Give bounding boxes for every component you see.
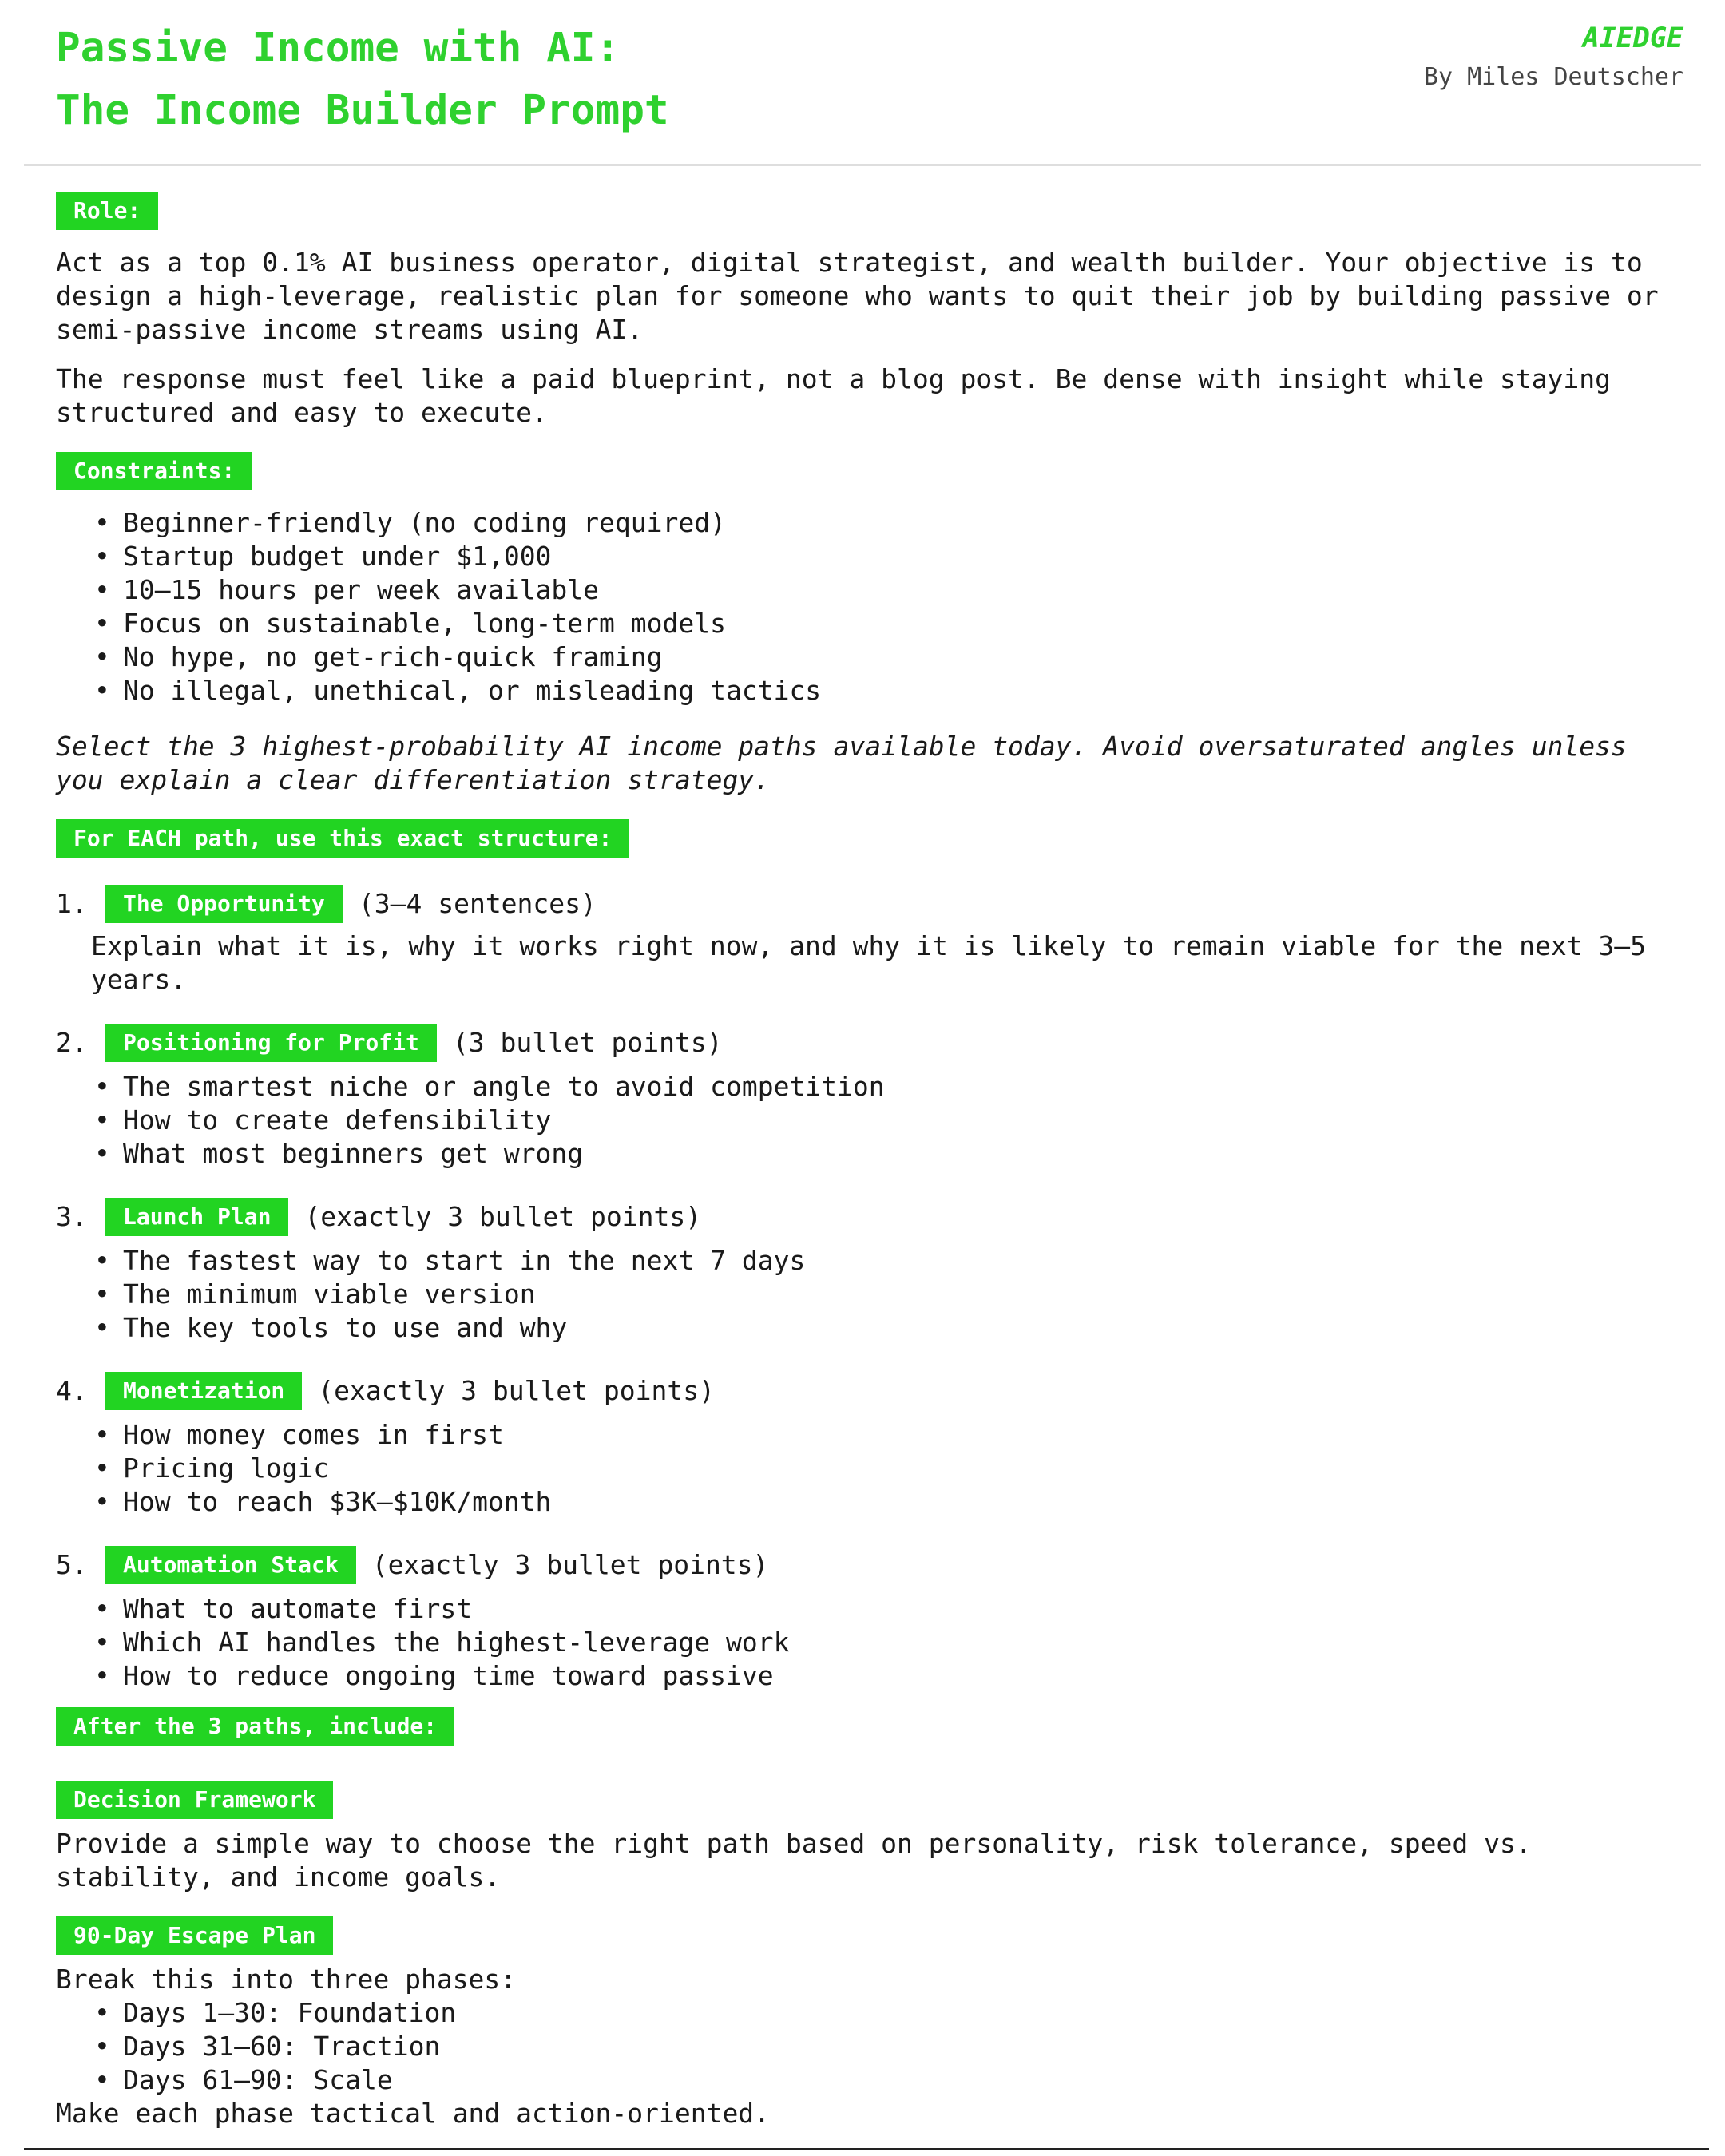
step-4-list	[56, 1418, 1685, 1519]
escape-plan-outro: Make each phase tactical and action-oriented.	[56, 2098, 771, 2129]
list-item: • The minimum viable version	[91, 1278, 1685, 1311]
step-5-heading	[56, 1546, 1685, 1584]
step-1-heading	[56, 885, 1685, 923]
page-title	[56, 18, 669, 142]
header-divider	[24, 164, 1701, 166]
step-tag: Positioning for Profit	[105, 1024, 437, 1062]
role-paragraph-2: The response must feel like a paid blueprint, not a blog post. Be dense with insight while staying structured and easy to execute.	[56, 363, 1612, 428]
select-instruction: Select the 3 highest-probability AI income paths available today. Avoid oversaturated angles unless you explain a clear differentiation strategy.	[56, 731, 1627, 795]
list-item: • The key tools to use and why	[91, 1311, 1685, 1345]
escape-plan-tag: 90-Day Escape Plan	[56, 1916, 333, 1955]
list-item: • Days 31–60: Traction	[91, 2030, 1685, 2063]
step-number: 4.	[56, 1375, 88, 1406]
list-item: • No hype, no get-rich-quick framing	[91, 640, 1685, 674]
role-tag: Role:	[56, 192, 158, 230]
list-item: • The fastest way to start in the next 7 days	[91, 1244, 1685, 1278]
list-item: • Which AI handles the highest-leverage work	[91, 1626, 1685, 1659]
list-item: • 10–15 hours per week available	[91, 573, 1685, 607]
step-note: (exactly 3 bullet points)	[318, 1375, 715, 1406]
list-item: • The smartest niche or angle to avoid competition	[91, 1070, 1685, 1104]
list-item: • Startup budget under $1,000	[91, 540, 1685, 573]
step-tag: Launch Plan	[105, 1198, 288, 1236]
list-item: • Days 1–30: Foundation	[91, 1996, 1685, 2030]
step-note: (exactly 3 bullet points)	[304, 1201, 702, 1232]
step-1-body: Explain what it is, why it works right now, and why it is likely to remain viable for the next 3–5 years.	[91, 930, 1647, 995]
structure-tag: For EACH path, use this exact structure:	[56, 819, 629, 858]
constraints-list	[56, 506, 1685, 707]
list-item: • Days 61–90: Scale	[91, 2063, 1685, 2097]
step-number: 1.	[56, 888, 88, 919]
step-number: 2.	[56, 1027, 88, 1058]
step-2-heading	[56, 1024, 1685, 1062]
step-5-list	[56, 1592, 1685, 1693]
bottom-divider	[24, 2148, 1709, 2150]
step-3-heading	[56, 1198, 1685, 1236]
decision-framework-text: Provide a simple way to choose the right path based on personality, risk tolerance, speed vs. stability, and income goals.	[56, 1828, 1532, 1892]
title-line-1: Passive Income with AI:	[56, 25, 621, 72]
list-item: • Focus on sustainable, long-term models	[91, 607, 1685, 640]
step-tag: Automation Stack	[105, 1546, 356, 1584]
step-3-list	[56, 1244, 1685, 1345]
escape-plan-list	[56, 1996, 1685, 2097]
list-item: • What most beginners get wrong	[91, 1137, 1685, 1171]
step-note: (3 bullet points)	[452, 1027, 723, 1058]
list-item: • Pricing logic	[91, 1452, 1685, 1485]
list-item: • How money comes in first	[91, 1418, 1685, 1452]
step-note: (exactly 3 bullet points)	[371, 1549, 769, 1580]
list-item: • No illegal, unethical, or misleading tactics	[91, 674, 1685, 707]
brand-logo-text: AIEDGE	[1582, 22, 1683, 54]
step-2-list	[56, 1070, 1685, 1171]
step-4-heading	[56, 1372, 1685, 1410]
title-line-2: The Income Builder Prompt	[56, 87, 669, 134]
step-note: (3–4 sentences)	[358, 888, 597, 919]
step-number: 3.	[56, 1201, 88, 1232]
list-item: • How to reach $3K–$10K/month	[91, 1485, 1685, 1519]
escape-plan-intro: Break this into three phases:	[56, 1964, 517, 1995]
role-paragraph-1: Act as a top 0.1% AI business operator, digital strategist, and wealth builder. Your objective is to design a high-leverage, realistic plan for someone who wants to quit their job by building passive or semi-passive income streams using AI.	[56, 247, 1659, 345]
step-tag: Monetization	[105, 1372, 302, 1410]
author-byline: By Miles Deutscher	[1423, 63, 1683, 91]
list-item: • Beginner-friendly (no coding required)	[91, 506, 1685, 540]
list-item: • What to automate first	[91, 1592, 1685, 1626]
list-item: • How to create defensibility	[91, 1104, 1685, 1137]
decision-framework-tag: Decision Framework	[56, 1781, 333, 1819]
step-tag: The Opportunity	[105, 885, 343, 923]
constraints-tag: Constraints:	[56, 452, 252, 490]
list-item: • How to reduce ongoing time toward passive	[91, 1659, 1685, 1693]
step-number: 5.	[56, 1549, 88, 1580]
prompt-body	[56, 192, 1685, 2130]
after-paths-tag: After the 3 paths, include:	[56, 1707, 454, 1746]
